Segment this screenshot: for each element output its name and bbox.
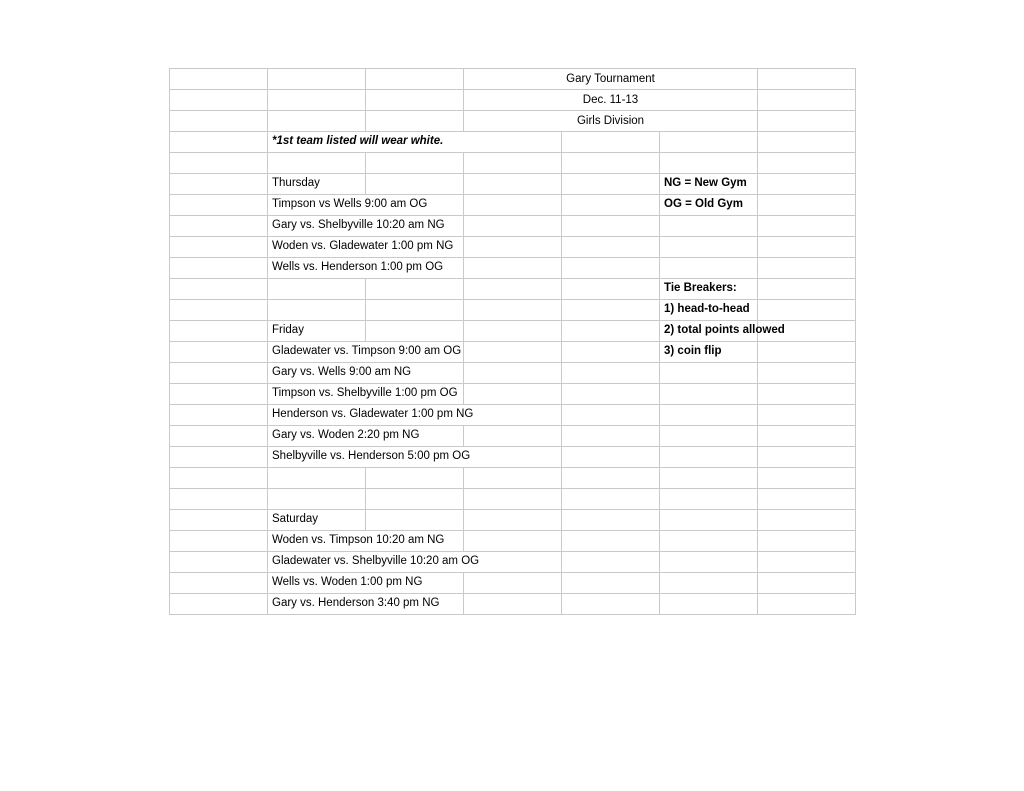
cell-empty (758, 90, 856, 111)
page-title: Gary Tournament (464, 69, 758, 90)
table-row (170, 69, 856, 90)
cell-empty (562, 300, 660, 321)
cell-empty (758, 489, 856, 510)
division-label: Girls Division (464, 111, 758, 132)
tournament-dates: Dec. 11-13 (464, 90, 758, 111)
cell-empty (562, 363, 660, 384)
game-entry-text: Timpson vs. Shelbyville 1:00 pm OG (272, 387, 458, 399)
cell-empty (170, 69, 268, 90)
table-row (170, 279, 856, 300)
cell-empty (464, 321, 562, 342)
cell-empty (170, 132, 268, 153)
cell-empty (170, 510, 268, 531)
cell-empty (758, 174, 856, 195)
cell-empty (758, 69, 856, 90)
table-row (170, 237, 856, 258)
day-header-thursday (268, 174, 366, 195)
cell-empty (562, 132, 660, 153)
table-row (170, 321, 856, 342)
white-jersey-note-text: *1st team listed will wear white. (272, 135, 444, 147)
legend-new-gym-text: NG = New Gym (664, 177, 747, 189)
day-header-friday (268, 321, 366, 342)
cell-empty (758, 153, 856, 174)
cell-empty (170, 342, 268, 363)
cell-empty (464, 531, 562, 552)
cell-empty (562, 447, 660, 468)
cell-empty (758, 468, 856, 489)
cell-empty (758, 363, 856, 384)
cell-empty (758, 111, 856, 132)
cell-empty (660, 237, 758, 258)
cell-empty (562, 531, 660, 552)
cell-empty (660, 153, 758, 174)
cell-empty (562, 405, 660, 426)
schedule-grid (169, 68, 856, 615)
game-entry-text: Gary vs. Wells 9:00 am NG (272, 366, 412, 378)
cell-empty (170, 111, 268, 132)
cell-empty (660, 531, 758, 552)
cell-empty (366, 321, 464, 342)
cell-empty (758, 195, 856, 216)
cell-empty (758, 573, 856, 594)
cell-empty (660, 489, 758, 510)
game-entry (268, 594, 464, 615)
cell-empty (268, 300, 366, 321)
cell-empty (464, 195, 562, 216)
game-entry (268, 258, 464, 279)
cell-empty (366, 468, 464, 489)
game-entry (268, 237, 464, 258)
cell-empty (758, 279, 856, 300)
table-row (170, 195, 856, 216)
table-row (170, 531, 856, 552)
cell-empty (464, 258, 562, 279)
cell-empty (660, 468, 758, 489)
cell-empty (562, 174, 660, 195)
cell-empty (562, 258, 660, 279)
cell-empty (758, 300, 856, 321)
cell-empty (464, 384, 562, 405)
tie-breaker-item (660, 321, 785, 342)
cell-empty (170, 90, 268, 111)
cell-empty (268, 489, 366, 510)
cell-empty (660, 594, 758, 615)
tie-breakers-heading (660, 279, 758, 300)
table-row (170, 111, 856, 132)
cell-empty (562, 342, 660, 363)
table-row (170, 489, 856, 510)
cell-empty (758, 384, 856, 405)
cell-empty (758, 258, 856, 279)
table-row (170, 552, 856, 573)
cell-empty (170, 321, 268, 342)
cell-empty (758, 132, 856, 153)
cell-empty (170, 552, 268, 573)
cell-empty (170, 468, 268, 489)
cell-empty (170, 237, 268, 258)
cell-empty (268, 90, 366, 111)
cell-empty (464, 363, 562, 384)
cell-empty (464, 426, 562, 447)
cell-empty (170, 405, 268, 426)
tournament-schedule-sheet (169, 68, 855, 615)
cell-empty (660, 363, 758, 384)
tie-breaker-item-text: 2) total points allowed (664, 324, 785, 336)
cell-empty (366, 174, 464, 195)
game-entry-text: Shelbyville vs. Henderson 5:00 pm OG (272, 450, 471, 462)
game-entry (268, 426, 464, 447)
table-row (170, 426, 856, 447)
cell-empty (170, 216, 268, 237)
table-row (170, 447, 856, 468)
game-entry-text: Woden vs. Gladewater 1:00 pm NG (272, 240, 454, 252)
cell-empty (464, 279, 562, 300)
game-entry-text: Timpson vs Wells 9:00 am OG (272, 198, 428, 210)
cell-empty (660, 405, 758, 426)
game-entry-text: Gary vs. Henderson 3:40 pm NG (272, 597, 440, 609)
cell-empty (464, 468, 562, 489)
game-entry-text: Woden vs. Timpson 10:20 am NG (272, 534, 445, 546)
game-entry (268, 552, 562, 573)
cell-empty (562, 552, 660, 573)
cell-empty (758, 447, 856, 468)
cell-empty (366, 153, 464, 174)
cell-empty (562, 426, 660, 447)
game-entry (268, 384, 464, 405)
cell-empty (562, 468, 660, 489)
table-row (170, 342, 856, 363)
cell-empty (464, 573, 562, 594)
cell-empty (170, 300, 268, 321)
cell-empty (170, 489, 268, 510)
table-row (170, 300, 856, 321)
cell-empty (464, 237, 562, 258)
cell-empty (660, 552, 758, 573)
cell-empty (268, 111, 366, 132)
game-entry-text: Gary vs. Woden 2:20 pm NG (272, 429, 420, 441)
cell-empty (562, 510, 660, 531)
cell-empty (366, 111, 464, 132)
cell-empty (758, 342, 856, 363)
table-row (170, 384, 856, 405)
cell-empty (464, 216, 562, 237)
cell-empty (268, 279, 366, 300)
game-entry (268, 216, 464, 237)
table-row (170, 405, 856, 426)
game-entry (268, 447, 562, 468)
tie-breaker-item-text: 1) head-to-head (664, 303, 750, 315)
cell-empty (464, 342, 562, 363)
cell-empty (758, 594, 856, 615)
tie-breaker-item (660, 300, 758, 321)
table-row (170, 510, 856, 531)
cell-empty (758, 216, 856, 237)
cell-empty (464, 300, 562, 321)
cell-empty (170, 447, 268, 468)
cell-empty (268, 153, 366, 174)
cell-empty (464, 510, 562, 531)
cell-empty (464, 594, 562, 615)
game-entry-text: Gladewater vs. Shelbyville 10:20 am OG (272, 555, 480, 567)
cell-empty (170, 384, 268, 405)
cell-empty (562, 195, 660, 216)
white-jersey-note (268, 132, 562, 153)
day-header-thursday-text: Thursday (272, 177, 320, 189)
table-row (170, 153, 856, 174)
cell-empty (758, 426, 856, 447)
cell-empty (660, 426, 758, 447)
game-entry-text: Gary vs. Shelbyville 10:20 am NG (272, 219, 445, 231)
table-row (170, 363, 856, 384)
cell-empty (660, 510, 758, 531)
game-entry (268, 531, 464, 552)
cell-empty (170, 573, 268, 594)
cell-empty (660, 132, 758, 153)
table-row (170, 216, 856, 237)
cell-empty (366, 300, 464, 321)
cell-empty (170, 594, 268, 615)
cell-empty (170, 174, 268, 195)
cell-empty (562, 594, 660, 615)
cell-empty (268, 69, 366, 90)
cell-empty (366, 510, 464, 531)
cell-empty (562, 573, 660, 594)
cell-empty (660, 573, 758, 594)
game-entry-text: Gladewater vs. Timpson 9:00 am OG (272, 345, 462, 357)
cell-empty (366, 69, 464, 90)
cell-empty (758, 510, 856, 531)
game-entry-text: Wells vs. Woden 1:00 pm NG (272, 576, 423, 588)
cell-empty (660, 258, 758, 279)
cell-empty (170, 258, 268, 279)
game-entry (268, 405, 562, 426)
cell-empty (562, 279, 660, 300)
cell-empty (660, 447, 758, 468)
cell-empty (562, 489, 660, 510)
cell-empty (170, 195, 268, 216)
day-header-friday-text: Friday (272, 324, 304, 336)
cell-empty (758, 552, 856, 573)
cell-empty (758, 531, 856, 552)
table-row (170, 468, 856, 489)
cell-empty (464, 489, 562, 510)
cell-empty (562, 321, 660, 342)
cell-empty (464, 153, 562, 174)
game-entry-text: Wells vs. Henderson 1:00 pm OG (272, 261, 444, 273)
cell-empty (170, 153, 268, 174)
tie-breakers-heading-text: Tie Breakers: (664, 282, 737, 294)
legend-old-gym-text: OG = Old Gym (664, 198, 743, 210)
cell-empty (464, 174, 562, 195)
cell-empty (366, 90, 464, 111)
cell-empty (366, 489, 464, 510)
cell-empty (758, 237, 856, 258)
cell-empty (758, 405, 856, 426)
cell-empty (366, 279, 464, 300)
cell-empty (660, 216, 758, 237)
cell-empty (170, 531, 268, 552)
table-row (170, 132, 856, 153)
table-row (170, 90, 856, 111)
legend-new-gym (660, 174, 758, 195)
legend-old-gym (660, 195, 758, 216)
game-entry-text: Henderson vs. Gladewater 1:00 pm NG (272, 408, 474, 420)
cell-empty (562, 237, 660, 258)
table-row (170, 573, 856, 594)
table-row (170, 174, 856, 195)
tie-breaker-item-text: 3) coin flip (664, 345, 722, 357)
cell-empty (170, 426, 268, 447)
cell-empty (170, 279, 268, 300)
table-row (170, 258, 856, 279)
game-entry (268, 573, 464, 594)
game-entry (268, 342, 464, 363)
day-header-saturday (268, 510, 366, 531)
cell-empty (562, 384, 660, 405)
cell-empty (170, 363, 268, 384)
game-entry (268, 363, 464, 384)
game-entry (268, 195, 464, 216)
cell-empty (660, 384, 758, 405)
cell-empty (562, 153, 660, 174)
cell-empty (268, 468, 366, 489)
table-row (170, 594, 856, 615)
tie-breaker-item (660, 342, 758, 363)
cell-empty (562, 216, 660, 237)
day-header-saturday-text: Saturday (272, 513, 319, 525)
